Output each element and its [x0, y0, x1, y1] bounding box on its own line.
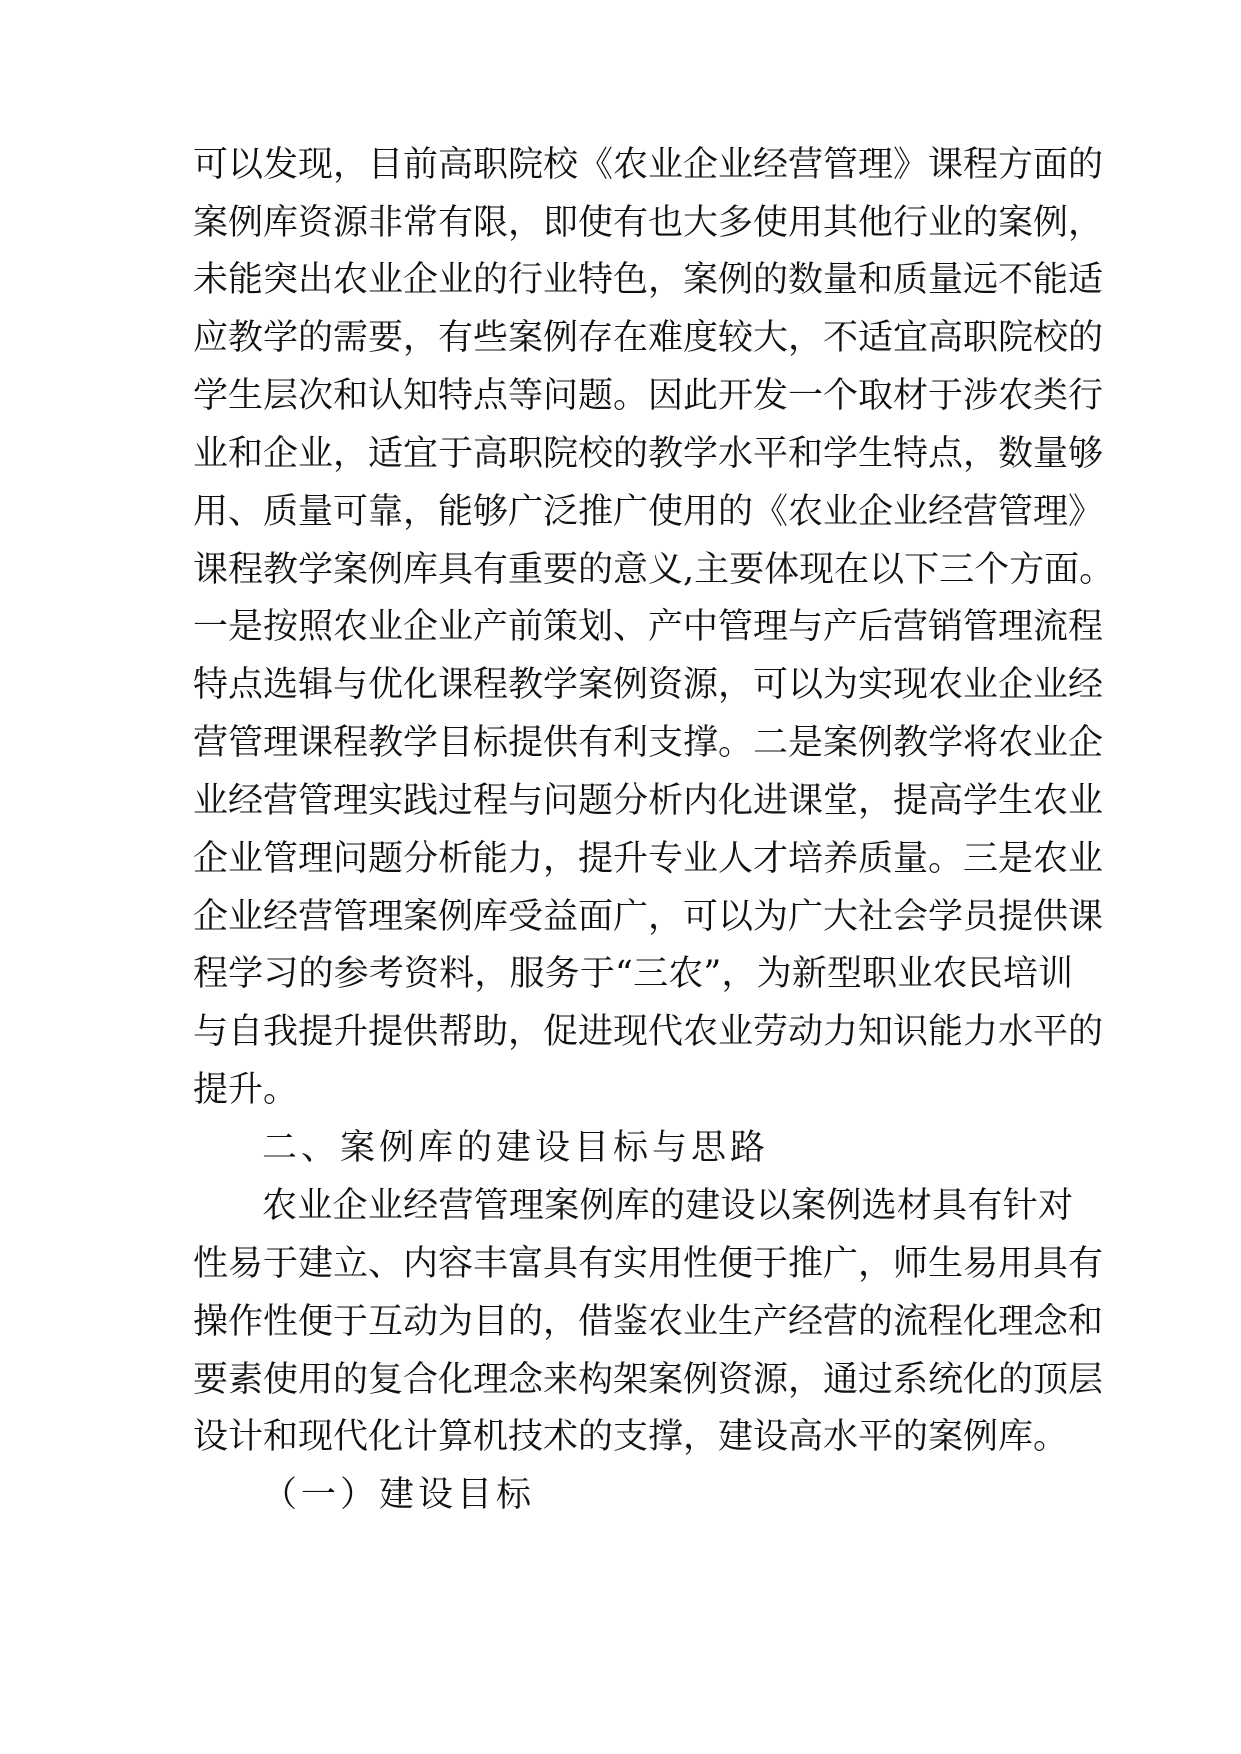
text-line: 与自我提升提供帮助，促进现代农业劳动力知识能力水平的: [193, 1012, 1104, 1052]
text-line: 操作性便于互动为目的，借鉴农业生产经营的流程化理念和: [193, 1302, 1104, 1342]
text-line: 一是按照农业企业产前策划、产中管理与产后营销管理流程: [193, 607, 1104, 647]
text-line: 案例库资源非常有限，即使有也大多使用其他行业的案例，: [193, 203, 1104, 243]
text-line: 业和企业，适宜于高职院校的教学水平和学生特点，数量够: [193, 434, 1104, 474]
text-line: 营管理课程教学目标提供有利支撑。二是案例教学将农业企: [193, 723, 1104, 763]
text-line: 要素使用的复合化理念来构架案例资源，通过系统化的顶层: [193, 1360, 1104, 1400]
section-heading: 二、案例库的建设目标与思路: [262, 1128, 770, 1168]
text-line: 课程教学案例库具有重要的意义,主要体现在以下三个方面。: [193, 550, 1115, 590]
text-line: 应教学的需要，有些案例存在难度较大，不适宜高职院校的: [193, 318, 1104, 358]
text-line: 企业经营管理案例库受益面广，可以为广大社会学员提供课: [193, 897, 1104, 937]
text-line: 农业企业经营管理案例库的建设以案例选材具有针对: [262, 1186, 1073, 1226]
text-line: 可以发现，目前高职院校《农业企业经营管理》课程方面的: [193, 145, 1104, 185]
text-line: 业经营管理实践过程与问题分析内化进课堂，提高学生农业: [193, 781, 1104, 821]
subsection-heading: （一）建设目标: [262, 1475, 536, 1515]
text-line: 程学习的参考资料，服务于“三农”，为新型职业农民培训: [193, 954, 1073, 994]
text-line: 用、质量可靠，能够广泛推广使用的《农业企业经营管理》: [193, 492, 1104, 532]
text-line: 学生层次和认知特点等问题。因此开发一个取材于涉农类行: [193, 376, 1104, 416]
text-line: 性易于建立、内容丰富具有实用性便于推广，师生易用具有: [193, 1244, 1104, 1284]
text-line: 特点选辑与优化课程教学案例资源，可以为实现农业企业经: [193, 665, 1104, 705]
text-line: 企业管理问题分析能力，提升专业人才培养质量。三是农业: [193, 839, 1104, 879]
text-line: 设计和现代化计算机技术的支撑，建设高水平的案例库。: [193, 1417, 1069, 1457]
text-line: 未能突出农业企业的行业特色，案例的数量和质量远不能适: [193, 260, 1104, 300]
text-line: 提升。: [193, 1070, 299, 1110]
